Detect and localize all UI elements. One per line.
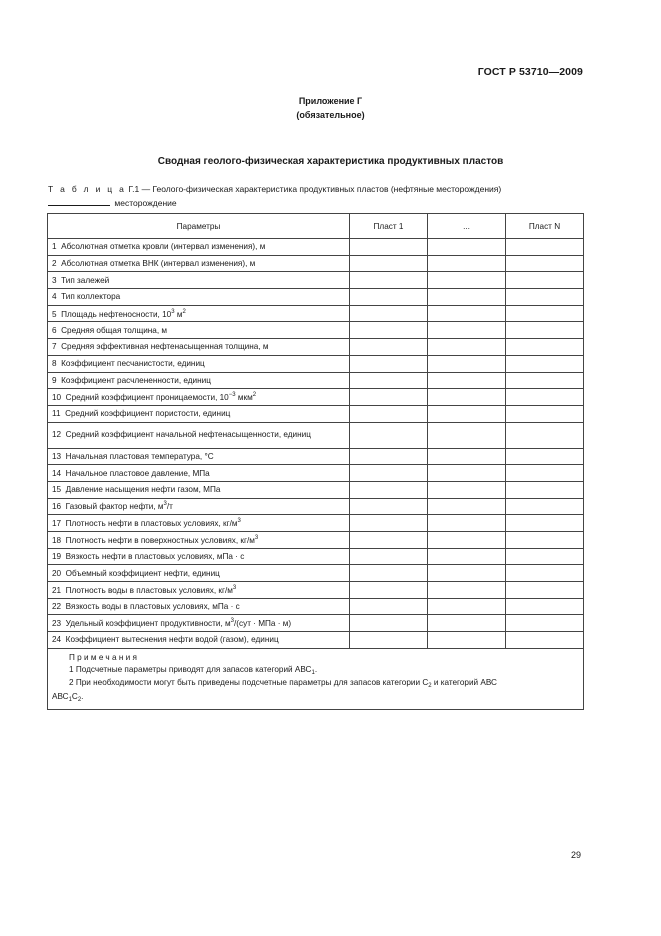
parameter-cell: 4 Тип коллектора xyxy=(48,289,350,306)
value-cell xyxy=(506,239,584,256)
table-row xyxy=(48,481,584,498)
table-row xyxy=(48,582,584,599)
table-row xyxy=(48,422,584,448)
value-cell xyxy=(428,239,506,256)
parameter-cell: 21 Плотность воды в пластовых условиях, $кг/м^3$ xyxy=(48,582,350,599)
parameter-cell: 5 Площадь нефтеносности, $10^3$ $м^2$ xyxy=(48,305,350,322)
value-cell xyxy=(350,532,428,549)
value-cell xyxy=(350,322,428,339)
parameter-cell: 23 Удельный коэффициент продуктивности, $м^3/(сут$ · МПа · м) xyxy=(48,615,350,632)
value-cell xyxy=(350,615,428,632)
value-cell xyxy=(506,305,584,322)
value-cell xyxy=(428,339,506,356)
value-cell xyxy=(428,598,506,615)
parameter-cell: 2 Абсолютная отметка ВНК (интервал изменения), м xyxy=(48,255,350,272)
value-cell xyxy=(506,422,584,448)
table-caption-label: Т а б л и ц а xyxy=(48,184,127,194)
table-row xyxy=(48,632,584,649)
value-cell xyxy=(506,255,584,272)
value-cell xyxy=(506,481,584,498)
value-cell xyxy=(428,481,506,498)
value-cell xyxy=(428,389,506,406)
value-cell xyxy=(428,532,506,549)
value-cell xyxy=(350,405,428,422)
value-cell xyxy=(506,582,584,599)
value-cell xyxy=(350,272,428,289)
value-cell xyxy=(506,632,584,649)
parameter-cell: 14 Начальное пластовое давление, МПа xyxy=(48,465,350,482)
table-header-row xyxy=(48,214,584,239)
parameter-cell: 20 Объемный коэффициент нефти, единиц xyxy=(48,565,350,582)
value-cell xyxy=(428,272,506,289)
value-cell xyxy=(350,448,428,465)
table-row xyxy=(48,239,584,256)
table-row xyxy=(48,255,584,272)
parameter-cell: 11 Средний коэффициент пористости, единиц xyxy=(48,405,350,422)
value-cell xyxy=(506,322,584,339)
value-cell xyxy=(428,448,506,465)
value-cell xyxy=(350,422,428,448)
value-cell xyxy=(350,465,428,482)
value-cell xyxy=(506,548,584,565)
table-row xyxy=(48,565,584,582)
parameter-cell: 22 Вязкость воды в пластовых условиях, мПа · с xyxy=(48,598,350,615)
notes-heading: Примечания xyxy=(69,652,140,662)
value-cell xyxy=(428,255,506,272)
parameter-cell: 9 Коэффициент расчлененности, единиц xyxy=(48,372,350,389)
value-cell xyxy=(428,305,506,322)
parameter-cell: 6 Средняя общая толщина, м xyxy=(48,322,350,339)
value-cell xyxy=(350,598,428,615)
value-cell xyxy=(506,532,584,549)
value-cell xyxy=(428,615,506,632)
value-cell xyxy=(506,355,584,372)
note-1: 1 Подсчетные параметры приводят для запасов категорий $АВС_1$. xyxy=(69,664,318,676)
table-row xyxy=(48,515,584,532)
table-row xyxy=(48,615,584,632)
table-row xyxy=(48,305,584,322)
value-cell xyxy=(506,272,584,289)
parameter-cell: 24 Коэффициент вытеснения нефти водой (газом), единиц xyxy=(48,632,350,649)
parameter-cell: 12 Средний коэффициент начальной нефтенасыщенности, единиц xyxy=(48,422,350,448)
value-cell xyxy=(428,322,506,339)
table-row xyxy=(48,355,584,372)
value-cell xyxy=(350,481,428,498)
value-cell xyxy=(428,372,506,389)
value-cell xyxy=(506,389,584,406)
column-header-parameters: Параметры xyxy=(48,214,350,239)
column-header-ellipsis: ... xyxy=(428,214,506,239)
standard-designation: ГОСТ Р 53710—2009 xyxy=(477,66,583,78)
value-cell xyxy=(350,255,428,272)
parameter-cell: 7 Средняя эффективная нефтенасыщенная толщина, м xyxy=(48,339,350,356)
value-cell xyxy=(506,289,584,306)
value-cell xyxy=(428,355,506,372)
value-cell xyxy=(506,405,584,422)
value-cell xyxy=(350,548,428,565)
value-cell xyxy=(506,448,584,465)
value-cell xyxy=(350,565,428,582)
page-title: Сводная геолого-физическая характеристика продуктивных пластов xyxy=(157,156,504,167)
table-row xyxy=(48,498,584,515)
value-cell xyxy=(506,465,584,482)
value-cell xyxy=(428,515,506,532)
table-row xyxy=(48,322,584,339)
parameter-cell: 18 Плотность нефти в поверхностных условиях, $кг/м^3$ xyxy=(48,532,350,549)
value-cell xyxy=(428,465,506,482)
parameter-cell: 8 Коэффициент песчанистости, единиц xyxy=(48,355,350,372)
value-cell xyxy=(428,548,506,565)
value-cell xyxy=(350,498,428,515)
table-row xyxy=(48,272,584,289)
value-cell xyxy=(350,289,428,306)
value-cell xyxy=(506,339,584,356)
parameter-cell: 17 Плотность нефти в пластовых условиях, $кг/м^3$ xyxy=(48,515,350,532)
value-cell xyxy=(350,515,428,532)
value-cell xyxy=(428,582,506,599)
characteristics-table xyxy=(47,213,584,710)
table-row xyxy=(48,532,584,549)
appendix-status: (обязательное) xyxy=(296,110,365,120)
table-row xyxy=(48,465,584,482)
parameter-cell: 16 Газовый фактор нефти, $м^3/т$ xyxy=(48,498,350,515)
value-cell xyxy=(428,632,506,649)
column-header-layer-1: Пласт 1 xyxy=(350,214,428,239)
deposit-blank-line xyxy=(48,197,110,206)
value-cell xyxy=(506,565,584,582)
value-cell xyxy=(350,239,428,256)
parameter-cell: 13 Начальная пластовая температура, °С xyxy=(48,448,350,465)
deposit-line xyxy=(48,197,177,208)
table-caption-number: Г.1 xyxy=(128,184,140,194)
table-row xyxy=(48,339,584,356)
column-header-layer-n: Пласт N xyxy=(506,214,584,239)
value-cell xyxy=(428,498,506,515)
note-2: 2 При необходимости могут быть приведены подсчетные параметры для запасов категории $С_2$ и категорий АВС xyxy=(69,678,497,690)
notes-cell xyxy=(48,648,584,709)
parameter-cell: 1 Абсолютная отметка кровли (интервал изменения), м xyxy=(48,239,350,256)
value-cell xyxy=(350,339,428,356)
parameter-cell: 15 Давление насыщения нефти газом, МПа xyxy=(48,481,350,498)
table-caption-text: — Геолого-физическая характеристика продуктивных пластов (нефтяные месторождения) xyxy=(141,184,502,194)
value-cell xyxy=(506,372,584,389)
table-row xyxy=(48,448,584,465)
value-cell xyxy=(350,355,428,372)
table-row xyxy=(48,289,584,306)
value-cell xyxy=(506,615,584,632)
value-cell xyxy=(506,498,584,515)
value-cell xyxy=(506,598,584,615)
appendix-title: Приложение Г xyxy=(298,96,363,106)
notes-row xyxy=(48,648,584,709)
value-cell xyxy=(428,565,506,582)
value-cell xyxy=(350,582,428,599)
table-row xyxy=(48,372,584,389)
parameter-cell: 3 Тип залежей xyxy=(48,272,350,289)
parameter-cell: 10 Средний коэффициент проницаемости, $10^{-3}$ мкм$^2$ xyxy=(48,389,350,406)
deposit-suffix: месторождение xyxy=(114,198,177,208)
table-row xyxy=(48,405,584,422)
parameter-cell: 19 Вязкость нефти в пластовых условиях, мПа · с xyxy=(48,548,350,565)
table-row xyxy=(48,389,584,406)
table-row xyxy=(48,548,584,565)
value-cell xyxy=(506,515,584,532)
value-cell xyxy=(350,632,428,649)
table-row xyxy=(48,598,584,615)
value-cell xyxy=(350,305,428,322)
value-cell xyxy=(428,289,506,306)
note-2-continued: $АВС_1С_2$. xyxy=(52,692,84,704)
value-cell xyxy=(350,389,428,406)
value-cell xyxy=(350,372,428,389)
value-cell xyxy=(428,405,506,422)
page-number: 29 xyxy=(570,850,581,860)
value-cell xyxy=(428,422,506,448)
table-caption xyxy=(48,184,501,194)
